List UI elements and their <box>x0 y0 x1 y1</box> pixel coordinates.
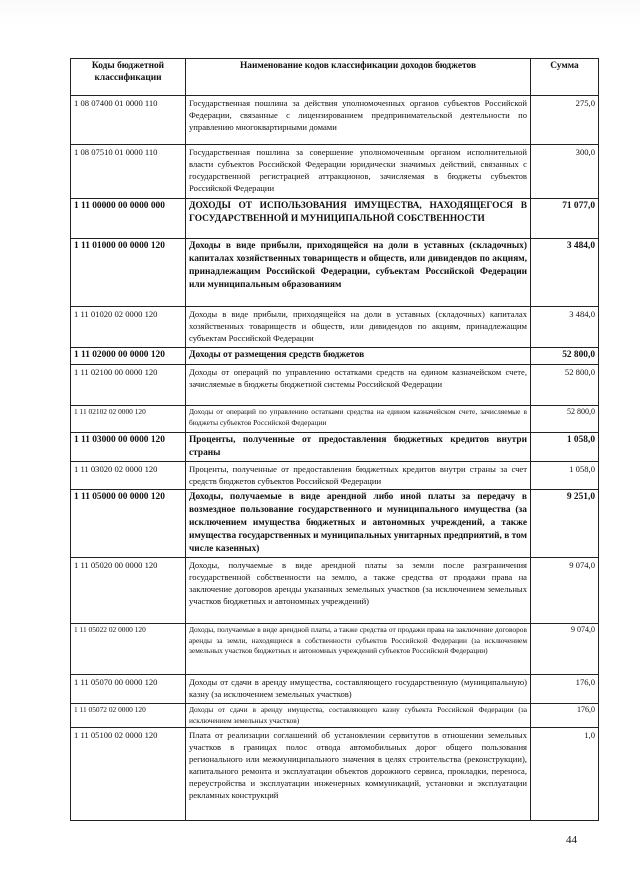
table-header-row <box>71 59 599 96</box>
row-code: 1 11 05020 00 0000 120 <box>71 558 186 624</box>
table-row <box>71 728 599 821</box>
row-sum: 275,0 <box>531 96 599 145</box>
row-name: Доходы в виде прибыли, приходящейся на доли в уставных (складочных) капиталах хозяйственных товариществ и обществ, или дивидендов по акциям, принадлежащим Российской Федерации, субъектам Российской Федерации или муниципальным образованиям <box>186 239 531 307</box>
row-sum: 9 251,0 <box>531 490 599 558</box>
table-row <box>71 490 599 558</box>
row-sum: 52 800,0 <box>531 348 599 365</box>
row-sum: 1 058,0 <box>531 433 599 462</box>
row-name: Доходы от сдачи в аренду имущества, составляющего казну субъекта Российской Федерации (за исключением земельных участков) <box>186 704 531 728</box>
row-sum: 52 800,0 <box>531 365 599 406</box>
row-name: ДОХОДЫ ОТ ИСПОЛЬЗОВАНИЯ ИМУЩЕСТВА, НАХОДЯЩЕГОСЯ В ГОСУДАРСТВЕННОЙ И МУНИЦИПАЛЬНОЙ СОБСТВЕННОСТИ <box>186 199 531 239</box>
table-row <box>71 307 599 348</box>
row-name: Доходы от операций по управлению остатками средств на едином казначейском счете, зачисляемые в бюджеты бюджетной системы Российской Федерации <box>186 365 531 406</box>
table-row <box>71 239 599 307</box>
row-code: 1 11 02000 00 0000 120 <box>71 348 186 365</box>
table-row <box>71 624 599 675</box>
row-sum: 176,0 <box>531 675 599 704</box>
row-name: Доходы, получаемые в виде арендной платы за земли после разграничения государственной собственности на землю, а также средства от продажи права на заключение договоров аренды указанных земельных участков (за исключением земельных участков бюджетных и автономных учреждений) <box>186 558 531 624</box>
row-sum: 300,0 <box>531 145 599 199</box>
row-sum: 71 077,0 <box>531 199 599 239</box>
row-sum: 3 484,0 <box>531 307 599 348</box>
row-sum: 9 074,0 <box>531 624 599 675</box>
budget-revenue-table <box>70 58 599 821</box>
row-sum: 9 074,0 <box>531 558 599 624</box>
row-code: 1 11 02100 00 0000 120 <box>71 365 186 406</box>
row-name: Доходы от сдачи в аренду имущества, составляющего государственную (муниципальную) казну (за исключением земельных участков) <box>186 675 531 704</box>
table-row <box>71 199 599 239</box>
table-row <box>71 704 599 728</box>
page-top-shade <box>0 0 640 26</box>
row-name: Доходы от размещения средств бюджетов <box>186 348 531 365</box>
row-code: 1 11 02102 02 0000 120 <box>71 406 186 433</box>
row-code: 1 11 03000 00 0000 120 <box>71 433 186 462</box>
row-code: 1 11 05000 00 0000 120 <box>71 490 186 558</box>
row-code: 1 11 00000 00 0000 000 <box>71 199 186 239</box>
row-sum: 1,0 <box>531 728 599 821</box>
table-body <box>71 96 599 821</box>
table-row <box>71 433 599 462</box>
row-name: Проценты, полученные от предоставления бюджетных кредитов внутри страны за счет средств бюджетов субъектов Российской Федерации <box>186 462 531 490</box>
table-row <box>71 96 599 145</box>
table-row <box>71 365 599 406</box>
header-sum: Сумма <box>531 59 599 96</box>
row-code: 1 11 03020 02 0000 120 <box>71 462 186 490</box>
row-code: 1 08 07400 01 0000 110 <box>71 96 186 145</box>
row-name: Доходы, получаемые в виде арендной платы, а также средства от продажи права на заключение договоров аренды за земли, находящиеся в собственности субъектов Российской Федерации (за исключением земельных участков бюджетных и автономных учреждений субъектов Российской Федерации) <box>186 624 531 675</box>
row-code: 1 11 01000 00 0000 120 <box>71 239 186 307</box>
header-code: Коды бюджетной классификации <box>71 59 186 96</box>
row-code: 1 08 07510 01 0000 110 <box>71 145 186 199</box>
row-name: Доходы, получаемые в виде арендной либо иной платы за передачу в возмездное пользование государственного и муниципального имущества (за исключением имущества бюджетных и автономных учреждений, а также имущества государственных и муниципальных унитарных предприятий, в том числе казенных) <box>186 490 531 558</box>
header-name: Наименование кодов классификации доходов бюджетов <box>186 59 531 96</box>
row-name: Плата от реализации соглашений об установлении сервитутов в отношении земельных участков в границах полос отвода автомобильных дорог общего пользования регионального или межмуниципального значения в целях строительства (реконструкции), капитального ремонта и эксплуатации объектов дорожного сервиса, прокладки, переноса, переустройства и эксплуатации инженерных коммуникаций, установки и эксплуатации рекламных конструкций <box>186 728 531 821</box>
table-row <box>71 675 599 704</box>
row-code: 1 11 05072 02 0000 120 <box>71 704 186 728</box>
table-row <box>71 462 599 490</box>
row-code: 1 11 05022 02 0000 120 <box>71 624 186 675</box>
row-sum: 176,0 <box>531 704 599 728</box>
row-name: Проценты, полученные от предоставления бюджетных кредитов внутри страны <box>186 433 531 462</box>
table-row <box>71 145 599 199</box>
row-name: Государственная пошлина за совершение уполномоченным органом исполнительной власти субъектов Российской Федерации юридически значимых действий, связанных с государственной регистрацией аттракционов, зачисляемая в бюджеты субъектов Российской Федерации <box>186 145 531 199</box>
row-code: 1 11 01020 02 0000 120 <box>71 307 186 348</box>
row-code: 1 11 05100 02 0000 120 <box>71 728 186 821</box>
table-row <box>71 348 599 365</box>
table-row <box>71 558 599 624</box>
page-number: 44 <box>566 834 577 846</box>
table-row <box>71 406 599 433</box>
row-sum: 1 058,0 <box>531 462 599 490</box>
row-sum: 52 800,0 <box>531 406 599 433</box>
row-name: Доходы от операций по управлению остатками средства на едином казначейском счете, зачисляемые в бюджеты субъектов Российской Федерации <box>186 406 531 433</box>
row-name: Доходы в виде прибыли, приходящейся на доли в уставных (складочных) капиталах хозяйственных товариществ и обществ, или дивидендов по акциям, принадлежащим субъектам Российской Федерации <box>186 307 531 348</box>
row-sum: 3 484,0 <box>531 239 599 307</box>
row-name: Государственная пошлина за действия уполномоченных органов субъектов Российской Федерации, связанные с лицензированием предпринимательской деятельности по управлению многоквартирными домами <box>186 96 531 145</box>
row-code: 1 11 05070 00 0000 120 <box>71 675 186 704</box>
